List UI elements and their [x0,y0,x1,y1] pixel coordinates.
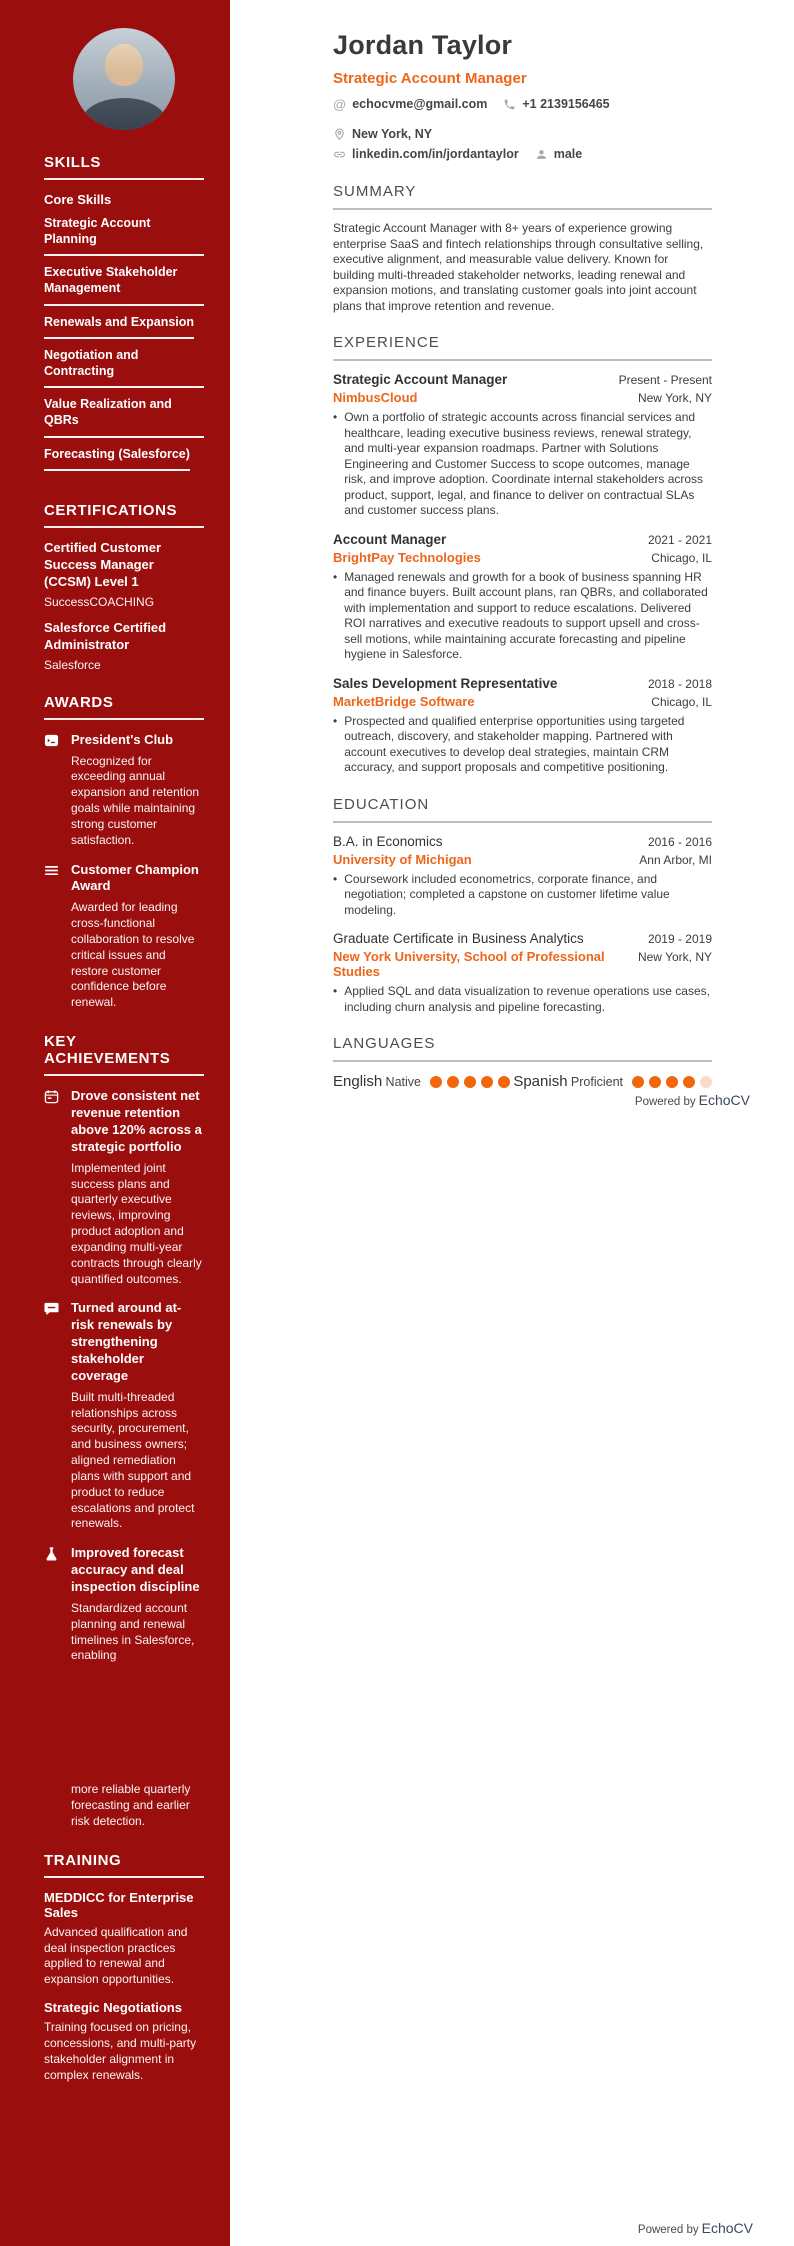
contact-info [333,97,712,161]
languages-heading: LANGUAGES [333,1035,712,1062]
rating-dot-filled [666,1076,678,1088]
company-name: NimbusCloud [333,390,418,405]
training-item [44,1890,204,1988]
phone-link[interactable] [503,97,609,111]
skill-item: Value Realization and QBRs [44,397,204,437]
education-location: Ann Arbor, MI [639,852,712,867]
experience-entry [333,372,712,519]
training-section [44,1852,204,2084]
certification-item [44,620,204,672]
skills-group-label: Core Skills [44,192,112,207]
job-dates: 2018 - 2018 [647,676,712,691]
skill-item: Negotiation and Contracting [44,348,204,388]
phone-icon [503,98,516,111]
company-name: BrightPay Technologies [333,549,481,565]
rating-dot-filled [430,1076,442,1088]
school-name: New York University, School of Professional Studies [333,949,605,979]
job-title: Strategic Account Manager [333,372,508,387]
language-name: English [333,1073,383,1090]
achievement-item [44,1088,204,1287]
award-description: Recognized for exceeding annual expansion and retention goals while maintaining strong customer satisfaction. [71,753,200,847]
language-rating-dots [632,1076,712,1088]
training-item [44,2000,204,2083]
key-achievements-heading: KEY ACHIEVEMENTS [44,1033,204,1076]
linkedin-link[interactable] [333,147,519,161]
achievement-description: Implemented joint success plans and quarterly executive reviews, improving product adoption and expanding multi-year contracts through clearly quantified outcomes. [71,1160,202,1286]
person-icon [535,148,548,161]
rating-dot-filled [649,1076,661,1088]
experience-entry [333,532,712,663]
job-location: Chicago, IL [651,550,712,565]
award-title: President's Club [71,731,174,747]
flask-icon [44,1545,60,1664]
training-description: Advanced qualification and deal inspection practices applied to renewal and expansion opportunities. [44,1924,188,1987]
education-heading: EDUCATION [333,796,712,823]
job-bullet: Own a portfolio of strategic accounts across financial services and healthcare, leading executive business reviews, renewal strategy, and multi-year expansion roadmaps. Partner with Solutions Engineering and Customer Success to scope outcomes, manage risk, and improve adoption. Coordinate internal stakeholders across product, support, legal, and finance to deliver on contractual SLAs and customer success plans. [344,410,704,517]
sidebar [0,0,230,2246]
rating-dot-filled [481,1076,493,1088]
certifications-section [44,502,204,671]
degree-title: Graduate Certificate in Business Analytics [333,931,584,946]
certifications-heading: CERTIFICATIONS [44,502,204,528]
rating-dot-filled [632,1076,644,1088]
bullet-dot: • [333,410,338,424]
education-dates: 2016 - 2016 [647,834,712,849]
echocv-brand-link[interactable]: EchoCV [698,1092,750,1108]
echocv-brand-link[interactable]: EchoCV [701,2220,753,2236]
powered-by-text: Powered by [637,2224,699,2236]
training-description: Training focused on pricing, concessions, and multi-party stakeholder alignment in complex renewals. [44,2020,197,2082]
job-location: New York, NY [637,391,712,405]
education-bullet: Coursework included econometrics, corporate finance, and negotiation; completed a capstone on customer lifetime value modeling. [344,871,670,917]
bullet-dot: • [333,871,338,886]
skill-item: Executive Stakeholder Management [44,265,204,305]
certification-name: Salesforce Certified Administrator [44,619,167,652]
achievement-description: Standardized account planning and renewal timelines in Salesforce, enabling [71,1600,195,1663]
achievement-item [44,1545,204,1664]
achievement-description: Built multi-threaded relationships across security, procurement, and business owners; aligned remediation plans with support and product to reduce escalations and protect renewals. [71,1389,195,1531]
degree-title: B.A. in Economics [333,833,443,849]
email-link[interactable] [333,97,487,111]
job-bullet: Managed renewals and growth for a book of business spanning HR and finance buyers. Built account plans, ran QBRs, and collaborated with implementation and support to reduce escalations. Delivered ROI narratives and executive readouts to support upsell and cross-sell motions, while maintaining accurate forecasting and pipeline hygiene in Salesforce. [344,569,708,661]
gender-text: male [553,147,583,161]
rating-dot-filled [498,1076,510,1088]
achievement-item [44,1300,204,1532]
languages-row [333,1073,712,1090]
language-name: Spanish [513,1073,568,1090]
rating-dot-empty [700,1076,712,1088]
rating-dot-filled [447,1076,459,1088]
chat-bubble-icon [44,1300,60,1532]
awards-section [44,694,204,1011]
award-item [44,732,204,849]
certification-org: Salesforce [44,657,101,672]
key-achievements-section [44,1033,204,1664]
phone-text: +1 2139156465 [522,97,610,111]
job-location: Chicago, IL [651,694,712,709]
job-title: Sales Development Representative [333,675,558,691]
bullet-dot: • [333,569,338,584]
skill-item: Strategic Account Planning [44,216,204,256]
page-break-spacer [44,1686,204,1782]
rating-dot-filled [464,1076,476,1088]
language-level [386,1075,510,1089]
languages-section [333,1035,712,1090]
job-title: Account Manager [333,531,447,547]
skills-heading: SKILLS [44,154,204,180]
rating-dot-filled [683,1076,695,1088]
experience-entry [333,676,712,776]
certification-org: SuccessCOACHING [44,594,155,609]
training-title: Strategic Negotiations [44,2000,182,2016]
education-entry [333,931,712,1015]
training-heading: TRAINING [44,1852,204,1878]
achievement-title: Turned around at-risk renewals by strengthening stakeholder coverage [71,1300,182,1383]
school-name: University of Michigan [333,851,472,867]
job-bullet: Prospected and qualified enterprise opportunities using targeted outreach, discovery, and stakeholder mapping. Partnered with account executives to develop deal strategies, maintain CRM accuracy, and support proposals and competitive positioning. [344,713,685,774]
education-dates: 2019 - 2019 [647,932,712,946]
experience-heading: EXPERIENCE [333,334,712,361]
certification-name: Certified Customer Success Manager (CCSM) Level 1 [44,540,162,590]
person-name: Jordan Taylor [333,30,513,60]
powered-by-footer [635,1092,750,1108]
bullet-dot: • [333,984,338,998]
job-dates: Present - Present [618,373,712,387]
profile-photo [73,28,175,130]
achievement-title: Improved forecast accuracy and deal inspection discipline [71,1545,200,1595]
main-content [230,0,794,1110]
achievement-description-continued: more reliable quarterly forecasting and earlier risk detection. [71,1782,191,1828]
powered-by-text: Powered by [634,1096,696,1108]
language-level-label: Proficient [570,1074,623,1089]
terminal-icon [44,732,60,849]
education-bullet: Applied SQL and data visualization to revenue operations use cases, including churn analysis and pipeline forecasting. [344,984,710,1014]
location-text: New York, NY [352,127,433,141]
at-icon: @ [333,96,347,112]
skills-section [44,154,204,480]
education-entry [333,834,712,919]
person-job-title: Strategic Account Manager [333,70,527,87]
calendar-icon [44,1088,60,1287]
education-location: New York, NY [637,950,712,964]
award-title: Customer Champion Award [71,861,199,894]
job-dates: 2021 - 2021 [647,532,712,547]
language-level-label: Native [385,1074,421,1089]
powered-by-footer [638,2220,753,2236]
summary-section [333,183,712,314]
training-title: MEDDICC for Enterprise Sales [44,1889,194,1920]
email-text: echocvme@gmail.com [352,97,488,111]
skill-item: Renewals and Expansion [44,315,194,340]
achievement-title: Drove consistent net revenue retention above 120% across a strategic portfolio [71,1088,202,1154]
award-description: Awarded for leading cross-functional collaboration to resolve critical issues and restore customer confidence before renewal. [71,900,195,1010]
location-pin-icon [333,128,346,141]
bullet-dot: • [333,713,338,728]
summary-text: Strategic Account Manager with 8+ years of experience growing enterprise SaaS and fintech relationships through consultative selling, executive alignment, and measurable value delivery. Known for building multi-threaded stakeholder networks, leading renewal and expansion motions, and translating customer goals into joint account plans that improve retention and revenue. [333,221,704,313]
certification-item [44,540,204,609]
linkedin-text: linkedin.com/in/jordantaylor [352,147,519,161]
awards-heading: AWARDS [44,694,204,720]
gender-item [535,147,583,161]
education-section [333,796,712,1016]
experience-section [333,334,712,776]
list-icon [44,862,60,1012]
language-rating-dots [430,1076,510,1088]
language-level [571,1075,712,1089]
summary-heading: SUMMARY [333,183,712,210]
company-name: MarketBridge Software [333,693,475,709]
link-icon [333,148,346,161]
award-item [44,862,204,1012]
location-item [333,127,432,141]
skill-item: Forecasting (Salesforce) [44,447,190,472]
cv-header [333,30,712,161]
